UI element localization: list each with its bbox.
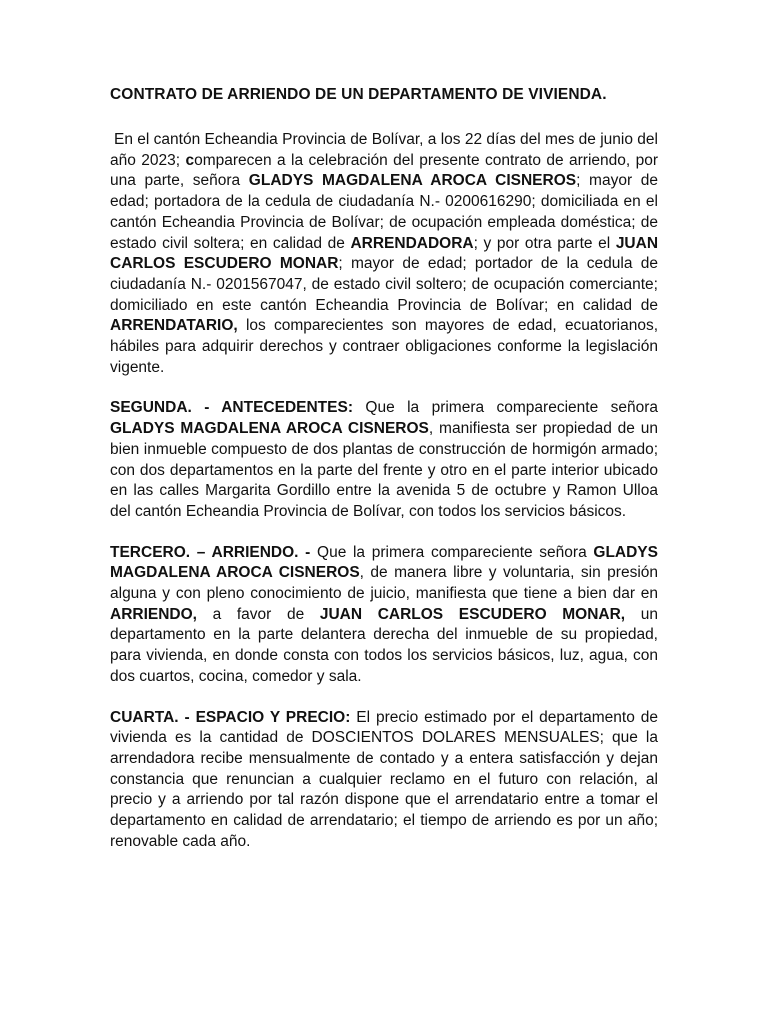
arriendo-term: ARRIENDO, [110,605,197,623]
paragraph-comparecencia [110,130,658,378]
arrendatario-name: JUAN CARLOS ESCUDERO MONAR, [319,605,626,623]
bold-span: c [185,151,195,169]
text-span: a favor de [196,605,320,623]
text-span: ; mayor de edad; portadora de la cedula de ciudadanía N.- 0200616290; domiciliada en el cantón Echeandia Provincia de Bolívar; de ocupación empleada doméstica; de estado civil soltera; en calidad de [110,172,658,252]
arrendadora-name: GLADYS MAGDALENA AROCA CISNEROS [248,172,577,190]
arrendadora-name: GLADYS MAGDALENA AROCA CISNEROS [110,543,658,582]
document-title: CONTRATO DE ARRIENDO DE UN DEPARTAMENTO DE VIVIENDA. [110,86,607,103]
clause-heading: SEGUNDA. - ANTECEDENTES: [110,399,353,417]
text-span: , manifiesta ser propiedad de un bien inmueble compuesto de dos plantas de construcción de hormigón armado; con dos departamentos en la parte del frente y otro en el parte interior ubicado en las calles Margarita Gordillo entre la avenida 5 de octubre y Ramon Ulloa del cantón Echeandia Provincia de Bolívar, con todos los servicios básicos. [110,420,658,520]
text-span: En el cantón Echeandia Provincia de Bolívar, a los 22 días del mes de junio del año 2023; [110,131,658,169]
paragraph-cuarta-precio [110,708,658,853]
text-span: El precio estimado por el departamento de vivienda es la cantidad de DOSCIENTOS DOLARES MENSUALES; que la arrendadora recibe mensualmente de contado y a entera satisfacción y dejan constancia que renuncian a cualquier reclamo en el futuro con relación, al precio y a arriendo por tal razón dispone que el arrendatario entre a tomar el departamento en calidad de arrendatario; el tiempo de arriendo es por un año; renovable cada año. [110,708,658,850]
clause-heading: TERCERO. – ARRIENDO. - [110,543,311,561]
text-span: , de manera libre y voluntaria, sin presión alguna y con pleno conocimiento de juicio, manifiesta que tiene a bien dar en [110,564,658,603]
text-span: omparecen a la celebración del presente contrato de arriendo, por una parte, señora [110,151,658,190]
text-span: los comparecientes son mayores de edad, ecuatorianos, hábiles para adquirir derechos y contraer obligaciones conforme la legislación vigente. [110,317,658,376]
text-span: Que la primera compareciente señora [352,399,658,417]
text-span: Que la primera compareciente señora [310,543,594,561]
clause-heading: CUARTA. - ESPACIO Y PRECIO: [110,708,351,726]
role-arrendatario: ARRENDATARIO, [110,317,238,335]
arrendatario-name: JUAN CARLOS ESCUDERO MONAR [110,234,659,273]
text-span: un departamento en la parte delantera derecha del inmueble de su propiedad, para vivienda, en donde consta con todos los servicios básicos, luz, agua, con dos cuartos, cocina, comedor y sala. [110,605,659,685]
paragraph-tercero-arriendo [110,543,658,688]
text-span: ; y por otra parte el [473,234,616,252]
role-arrendadora: ARRENDADORA [350,234,474,252]
arrendadora-name: GLADYS MAGDALENA AROCA CISNEROS [110,420,429,438]
paragraph-segunda-antecedentes [110,398,658,522]
text-span: ; mayor de edad; portador de la cedula de ciudadanía N.- 0201567047, de estado civil soltero; de ocupación comerciante; domiciliado en este cantón Echeandia Provincia de Bolívar; en calidad de [110,255,658,314]
